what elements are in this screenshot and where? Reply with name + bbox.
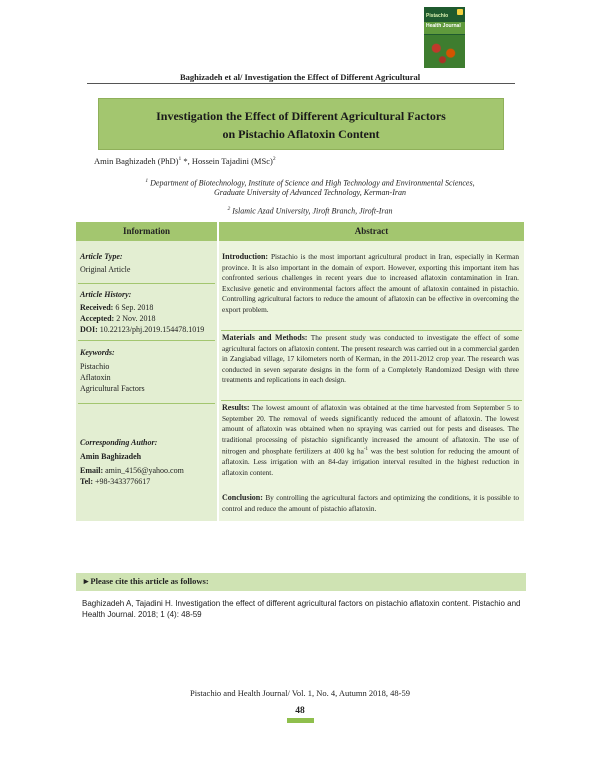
doi-value[interactable]: 10.22123/phj.2019.154478.1019 — [97, 325, 205, 334]
keywords-label: Keywords: — [80, 348, 115, 357]
running-head: Baghizadeh et al/ Investigation the Effect of Different Agricultural — [180, 72, 421, 82]
unit-exponent: -1 — [363, 447, 369, 453]
author-1-affil: 1 — [178, 156, 182, 163]
tel-value: +98-3433776617 — [93, 477, 151, 486]
abstract-introduction — [222, 252, 519, 316]
abstract-divider — [221, 330, 522, 331]
article-history-label: Article History: — [80, 290, 132, 299]
affiliation-1-line-2: Graduate University of Advanced Technology, Kerman-Iran — [214, 188, 406, 197]
conclusion-text: By controlling the agricultural factors and optimizing the conditions, it is possible to control and reduce the amount of pistachio aflatoxin. — [222, 493, 519, 513]
author-2-affil: 2 — [272, 156, 276, 163]
author-1: Amin Baghizadeh (PhD) — [94, 156, 179, 166]
citation-text: Baghizadeh A, Tajadini H. Investigation the effect of different agricultural factors on pistachio aflatoxin content. Pistachio and Health Journal. 2018; 1 (4): 48-59 — [82, 599, 521, 619]
affiliation-2-number: 2 — [227, 206, 231, 212]
introduction-label: Introduction: — [222, 252, 269, 261]
methods-label: Materials and Methods: — [222, 333, 308, 342]
introduction-text: Pistachio is the most important agricultural product in Iran, especially in Kerman province. It is also important in the domain of export. However, exporting this important item has confronted serious challenges in recent years due to increased aflatoxin contamination in Iran. Exclusive genetic and environmental factors affect the amount of aflatoxin contained in pistachio. Controlling agricultural factors to reduce the amount of aflatoxin can be effective in overcoming the export problem. — [222, 252, 519, 314]
received-value: 6 Sep. 2018 — [113, 303, 154, 312]
title-line-2: on Pistachio Aflatoxin Content — [222, 127, 380, 141]
email[interactable] — [80, 465, 184, 476]
affiliation-1-text: Department of Biotechnology, Institute of Science and High Technology and Environmental Sciences, — [148, 178, 475, 188]
corresponding-author-label: Corresponding Author: — [80, 438, 158, 447]
keyword-item: Aflatoxin — [80, 373, 111, 382]
email-value[interactable]: amin_4156@yahoo.com — [103, 466, 184, 475]
corresponding-author-name: Amin Baghizadeh — [80, 452, 142, 461]
header-rule — [87, 83, 515, 84]
accepted-date — [80, 313, 155, 324]
affiliation-2 — [120, 206, 500, 216]
title-box — [98, 98, 504, 150]
results-label: Results: — [222, 403, 250, 412]
tel-label: Tel: — [80, 477, 94, 486]
affiliation-1-line-1 — [120, 178, 500, 188]
cover-badge-icon — [457, 9, 463, 15]
keyword-item: Agricultural Factors — [80, 384, 145, 393]
journal-footer: Pistachio and Health Journal/ Vol. 1, No. 4, Autumn 2018, 48-59 — [190, 688, 410, 698]
abstract-conclusion — [222, 493, 519, 514]
methods-text: The present study was conducted to investigate the effect of some agricultural factors on aflatoxin content. The present research was carried out in a commercial garden in Zangiabad village, 17 kilometers north of Kerman, in the 2011-2012 crop year. The research was conducted in seven separate designs in the form of a Completely Randomized Design with three treatments and replications in each design. — [222, 333, 519, 385]
corresponding-mark: *, — [181, 156, 192, 166]
conclusion-label: Conclusion: — [222, 493, 263, 502]
info-divider — [78, 403, 215, 404]
received-label: Received: — [80, 303, 114, 312]
cover-title-line2: Health Journal — [426, 23, 461, 29]
cover-pistachio-photo — [424, 35, 465, 68]
info-divider — [78, 340, 215, 341]
accepted-label: Accepted: — [80, 314, 115, 323]
article-type-value: Original Article — [80, 265, 131, 274]
citation-label: ►Please cite this article as follows: — [82, 576, 209, 586]
info-divider — [78, 283, 215, 284]
journal-cover-thumbnail — [424, 7, 465, 68]
abstract-results — [222, 403, 519, 479]
article-type-label: Article Type: — [80, 252, 123, 261]
author-2: Hossein Tajadini (MSc) — [191, 156, 273, 166]
information-heading: Information — [76, 222, 217, 241]
cover-title-line1: Pistachio — [426, 13, 449, 19]
results-text: The lowest amount of aflatoxin was obtained at the time harvested from September 5 to September 20. The removal of weeds significantly reduced the amount of aflatoxin. The lowest amount of aflatoxin was obtained when no spraying was carried out for pests and diseases. The traditional processing of pistachio significantly increased the amount of aflatoxin. The use of nitrogen and phosphate fertilizers at 400 kg ha — [222, 403, 519, 456]
title-line-1: Investigation the Effect of Different Agricultural Factors — [156, 109, 446, 123]
affiliation-1-number: 1 — [145, 178, 149, 184]
keyword-item: Pistachio — [80, 362, 110, 371]
results-text-2: was the best solution for reducing the amount of aflatoxin. Less irrigation with an 84-day irrigation interval resulted in the highest reduction in aflatoxin content. — [222, 446, 519, 477]
affiliation-2-text: Islamic Azad University, Jiroft Branch, Jiroft-Iran — [230, 206, 393, 216]
doi-label: DOI: — [80, 325, 98, 334]
page-number-bar — [287, 718, 314, 723]
author-list — [94, 156, 276, 166]
page-number: 48 — [295, 706, 305, 716]
email-label: Email: — [80, 466, 104, 475]
abstract-heading: Abstract — [219, 222, 524, 241]
accepted-value: 2 Nov. 2018 — [114, 314, 156, 323]
received-date — [80, 302, 153, 313]
abstract-divider — [221, 400, 522, 401]
doi[interactable] — [80, 324, 204, 335]
telephone — [80, 476, 150, 487]
abstract-methods — [222, 333, 519, 386]
